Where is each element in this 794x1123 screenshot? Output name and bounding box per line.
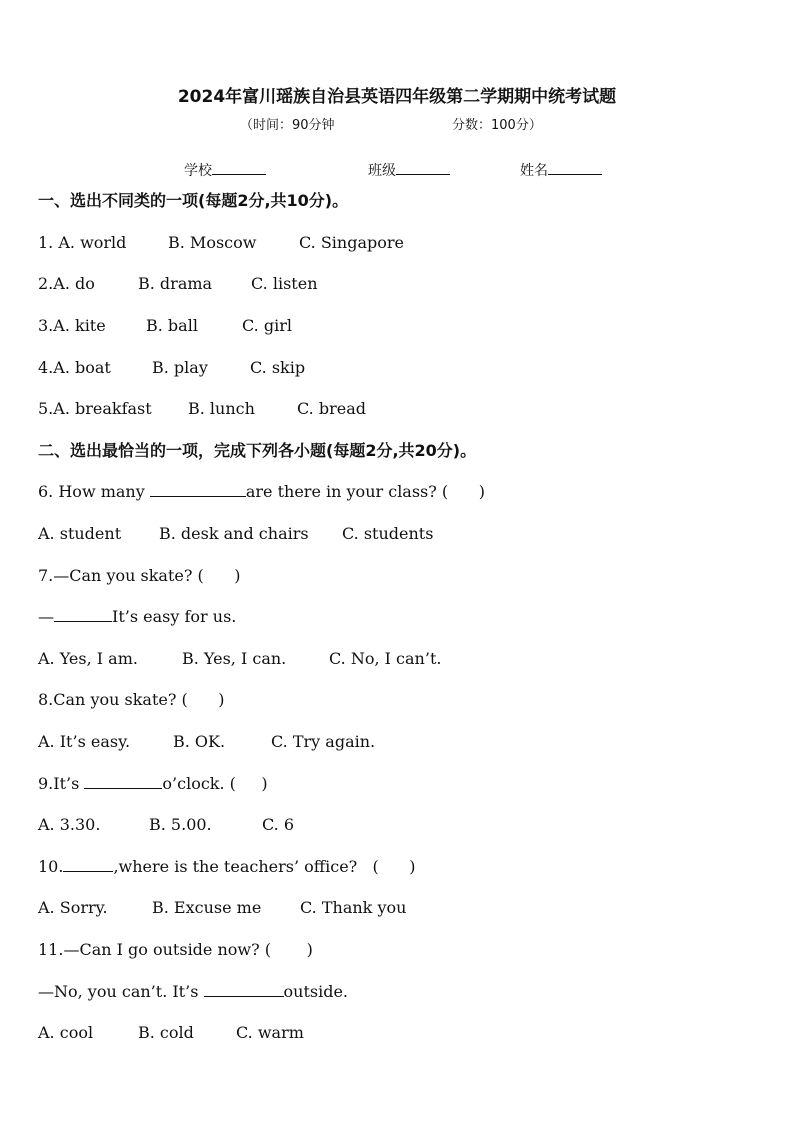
q2-option-c: C. listen <box>251 274 318 293</box>
q7-reply-post: It’s easy for us. <box>112 607 237 626</box>
exam-score: 分数：100分） <box>452 118 542 133</box>
class-label: 班级 <box>368 163 396 179</box>
q11-option-b: B. cold <box>138 1023 194 1042</box>
q9-option-a: A. 3.30. <box>38 815 101 834</box>
q10-question <box>38 857 416 877</box>
q9-question <box>38 774 268 794</box>
q1-option-a: 1. A. world <box>38 233 127 252</box>
school-label: 学校 <box>184 163 212 179</box>
q8-question: 8.Can you skate? ( ) <box>38 690 225 709</box>
q9-option-c: C. 6 <box>262 815 295 834</box>
q9-blank <box>84 774 162 789</box>
q7-reply <box>38 607 236 627</box>
q7-option-c: C. No, I can’t. <box>329 649 442 668</box>
q7-option-b: B. Yes, I can. <box>182 649 287 668</box>
q11-blank <box>204 982 284 997</box>
q7-option-a: A. Yes, I am. <box>38 649 138 668</box>
class-field <box>368 160 450 181</box>
class-blank <box>396 160 450 175</box>
q5-option-c: C. bread <box>297 399 366 418</box>
q7-blank <box>54 607 112 622</box>
q11-reply <box>38 982 348 1002</box>
q3-option-a: 3.A. kite <box>38 316 106 335</box>
q6-question <box>38 482 485 502</box>
section1-heading: 一、选出不同类的一项(每题2分,共10分)。 <box>38 191 349 210</box>
q10-option-a: A. Sorry. <box>38 898 108 917</box>
exam-time: （时间：90分钟 <box>240 118 335 133</box>
q8-option-c: C. Try again. <box>271 732 376 751</box>
q4-option-b: B. play <box>152 358 208 377</box>
q5-option-b: B. lunch <box>188 399 255 418</box>
q6-option-c: C. students <box>342 524 434 543</box>
q9-option-b: B. 5.00. <box>149 815 212 834</box>
q1-option-b: B. Moscow <box>168 233 257 252</box>
q6-text-post: are there in your class? ( ) <box>245 482 485 501</box>
q3-option-c: C. girl <box>242 316 292 335</box>
name-field <box>520 160 602 181</box>
q2-option-a: 2.A. do <box>38 274 95 293</box>
q8-option-b: B. OK. <box>173 732 226 751</box>
q1-option-c: C. Singapore <box>299 233 404 252</box>
q5-option-a: 5.A. breakfast <box>38 399 152 418</box>
q4-option-a: 4.A. boat <box>38 358 111 377</box>
section2-heading: 二、选出最恰当的一项，完成下列各小题(每题2分,共20分)。 <box>38 441 477 460</box>
q3-option-b: B. ball <box>146 316 198 335</box>
q6-option-a: A. student <box>38 524 122 543</box>
q11-option-c: C. warm <box>236 1023 304 1042</box>
q6-option-b: B. desk and chairs <box>159 524 309 543</box>
q11-option-a: A. cool <box>38 1023 94 1042</box>
q6-blank <box>150 482 246 497</box>
q6-text-pre: 6. How many <box>38 482 150 501</box>
school-blank <box>212 160 266 175</box>
q4-option-c: C. skip <box>250 358 306 377</box>
q10-text-post: ,where is the teachers’ office? ( ) <box>113 857 416 876</box>
q10-option-c: C. Thank you <box>300 898 407 917</box>
q10-text-pre: 10. <box>38 857 64 876</box>
q11-reply-pre: —No, you can’t. It’s <box>38 982 204 1001</box>
q11-question: 11.—Can I go outside now? ( ) <box>38 940 313 959</box>
q9-text-pre: 9.It’s <box>38 774 85 793</box>
q11-reply-post: outside. <box>283 982 348 1001</box>
q9-text-post: o’clock. ( ) <box>162 774 268 793</box>
q10-option-b: B. Excuse me <box>152 898 262 917</box>
exam-title: 2024年富川瑶族自治县英语四年级第二学期期中统考试题 <box>177 87 617 107</box>
q8-option-a: A. It’s easy. <box>38 732 131 751</box>
q7-reply-pre: — <box>38 607 54 626</box>
school-field <box>184 160 266 181</box>
name-label: 姓名 <box>520 163 548 179</box>
name-blank <box>548 160 602 175</box>
q10-blank <box>63 857 113 872</box>
q2-option-b: B. drama <box>138 274 213 293</box>
q7-question: 7.—Can you skate? ( ) <box>38 566 241 585</box>
